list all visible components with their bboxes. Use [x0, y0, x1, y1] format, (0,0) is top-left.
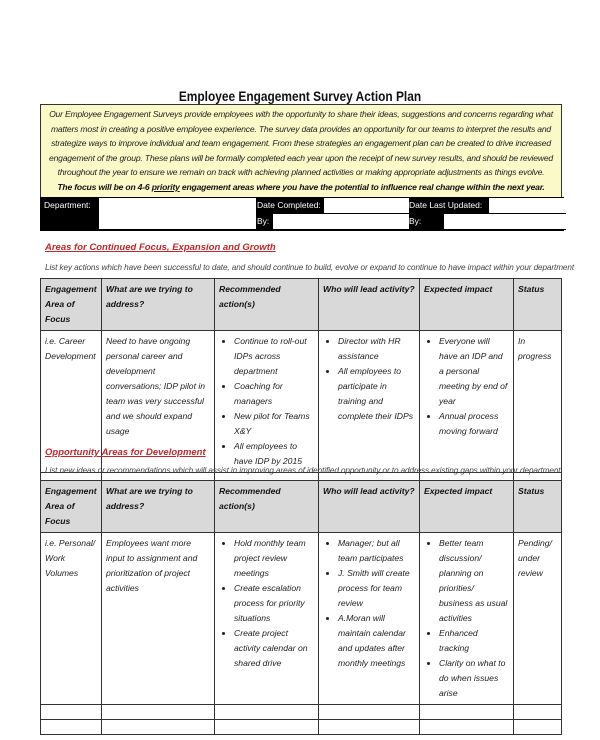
address-cell[interactable]: Employees want more input to assignment and prioritization of project activities	[102, 533, 215, 705]
section2-heading: Opportunity Areas for Development	[45, 447, 206, 458]
date-completed-input[interactable]	[323, 198, 409, 214]
column-header: What are we trying to address?	[102, 481, 215, 533]
actions-item: • Hold monthly team project review meetings	[234, 536, 314, 581]
empty-cell[interactable]	[319, 705, 420, 720]
section1-heading: Areas for Continued Focus, Expansion and Growth	[45, 242, 276, 253]
impact-item: • Better team discussion/ planning on priorities/ business as usual activities	[439, 536, 509, 626]
empty-row	[41, 705, 562, 720]
lead-cell[interactable]	[319, 331, 420, 473]
lead-item: • Director with HR assistance	[338, 334, 415, 364]
intro-box	[40, 104, 562, 199]
header-row	[41, 279, 562, 331]
lead-item: • Manager; but all team participates	[338, 536, 415, 566]
actions-item: • New pilot for Teams X&Y	[234, 409, 314, 439]
actions-item: • Continue to roll-out IDPs across department	[234, 334, 314, 379]
table-row	[41, 533, 562, 705]
by-label-1: By:	[257, 216, 270, 226]
by-input-2[interactable]	[443, 214, 566, 230]
department-input[interactable]	[98, 198, 256, 230]
empty-cell[interactable]	[514, 720, 562, 735]
date-last-updated-label: Date Last Updated:	[409, 200, 483, 210]
info-bar	[40, 197, 564, 231]
empty-cell[interactable]	[102, 705, 215, 720]
actions-item: • All employees to have IDP by 2015	[234, 439, 314, 469]
date-last-updated-input[interactable]	[488, 198, 566, 214]
header-row	[41, 481, 562, 533]
lead-cell[interactable]	[319, 533, 420, 705]
impact-item: • Annual process moving forward	[439, 409, 509, 439]
empty-cell[interactable]	[41, 720, 102, 735]
column-header: Expected impact	[420, 279, 514, 331]
empty-cell[interactable]	[215, 705, 319, 720]
empty-cell[interactable]	[514, 705, 562, 720]
empty-cell[interactable]	[102, 720, 215, 735]
section2-table	[40, 480, 562, 735]
column-header: Expected impact	[420, 481, 514, 533]
empty-cell[interactable]	[41, 705, 102, 720]
focus-statement: The focus will be on 4-6 priority engagement areas where you have the potential to influence real change within the next year.	[57, 181, 545, 192]
column-header: Who will lead activity?	[319, 279, 420, 331]
column-header: Engagement Area of Focus	[41, 279, 102, 331]
address-cell[interactable]: Need to have ongoing personal career and development conversations; IDP pilot in team was very successful and we should expand usage	[102, 331, 215, 473]
actions-cell[interactable]	[215, 331, 319, 473]
column-header: Recommended action(s)	[215, 279, 319, 331]
by-input-1[interactable]	[272, 214, 409, 230]
section2-instruction: List new ideas or recommendations which will assist in improving areas of identified opportunity or to address existing gaps within your department	[45, 466, 561, 475]
area-cell[interactable]: i.e. Career Development	[41, 331, 102, 473]
column-header: What are we trying to address?	[102, 279, 215, 331]
by-label-2: By:	[409, 216, 422, 226]
page-title: Employee Engagement Survey Action Plan	[178, 88, 422, 104]
impact-cell[interactable]	[420, 533, 514, 705]
date-completed-label: Date Completed:	[257, 200, 321, 210]
empty-row	[41, 720, 562, 735]
impact-item: • Clarity on what to do when issues arise	[439, 656, 509, 701]
empty-cell[interactable]	[420, 705, 514, 720]
lead-item: • J. Smith will create process for team review	[338, 566, 415, 611]
empty-cell[interactable]	[420, 720, 514, 735]
column-header: Recommended action(s)	[215, 481, 319, 533]
column-header: Status	[514, 481, 562, 533]
column-header: Status	[514, 279, 562, 331]
actions-item: • Coaching for managers	[234, 379, 314, 409]
column-header: Engagement Area of Focus	[41, 481, 102, 533]
impact-item: • Everyone will have an IDP and a personal meeting by end of year	[439, 334, 509, 409]
lead-item: • All employees to participate in training and complete their IDPs	[338, 364, 415, 424]
empty-cell[interactable]	[319, 720, 420, 735]
department-label: Department:	[44, 200, 91, 210]
actions-item: • Create project activity calendar on shared drive	[234, 626, 314, 671]
lead-item: • A.Moran will maintain calendar and updates after monthly meetings	[338, 611, 415, 671]
empty-cell[interactable]	[215, 720, 319, 735]
status-cell[interactable]: Pending/ under review	[514, 533, 562, 705]
impact-cell[interactable]	[420, 331, 514, 473]
column-header: Who will lead activity?	[319, 481, 420, 533]
intro-text: Our Employee Engagement Surveys provide employees with the opportunity to share their ideas, suggestions and concerns regarding what matters most in creating a positive employee experience. The survey data provides an opportunity for our teams to interpret the results and strategize ways to improve individual and team engagement. From these strategies an engagement plan can be created to drive increased engagement of the group. These plans will be formally completed each year upon the receipt of new survey results, and should be reviewed throughout the year to ensure we remain on track with achieving planned activities or making appropriate adjustments as things evolve.	[48, 109, 553, 178]
actions-cell[interactable]	[215, 533, 319, 705]
status-cell[interactable]: In progress	[514, 331, 562, 473]
actions-item: • Create escalation process for priority situations	[234, 581, 314, 626]
section1-instruction: List key actions which have been successful to date, and should continue to build, evolve or expand to continue to have impact within your department	[45, 263, 574, 272]
area-cell[interactable]: i.e. Personal/ Work Volumes	[41, 533, 102, 705]
impact-item: • Enhanced tracking	[439, 626, 509, 656]
